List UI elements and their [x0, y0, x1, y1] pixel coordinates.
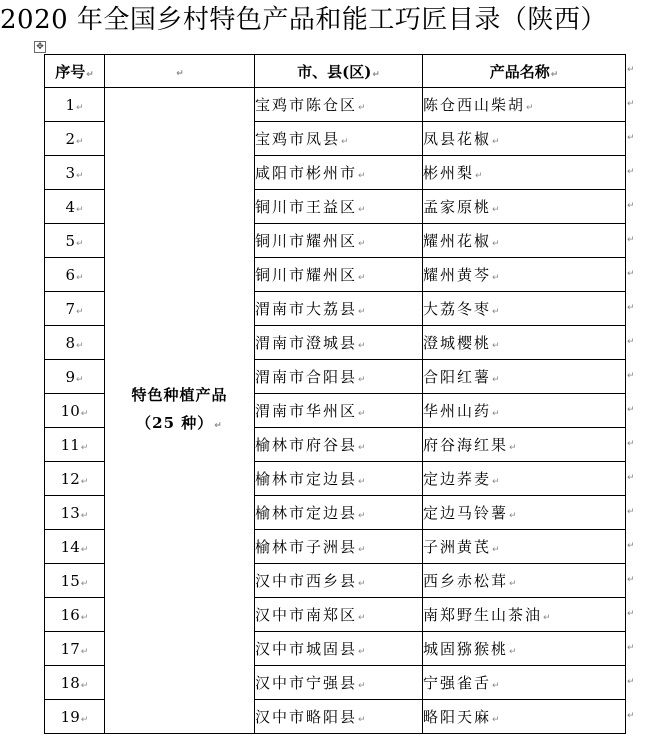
header-category: [105, 55, 255, 88]
cell-end-mark: ↵: [76, 306, 84, 317]
cell-end-mark: ↵: [80, 680, 89, 691]
row-end-mark: ↵: [627, 99, 635, 109]
cell-end-mark: ↵: [80, 442, 89, 453]
cell-product: 宁强雀舌↵: [423, 666, 626, 700]
cell-seq: 1↵: [45, 88, 105, 122]
cell-end-mark: ↵: [76, 272, 84, 283]
table-row: [45, 88, 626, 122]
cell-area: 渭南市合阳县↵: [255, 360, 423, 394]
table-header-row: [45, 55, 626, 88]
cell-end-mark: ↵: [80, 612, 89, 623]
cell-area: 汉中市略阳县↵: [255, 700, 423, 734]
cell-end-mark: ↵: [492, 477, 502, 487]
cell-area: 榆林市府谷县↵: [255, 428, 423, 462]
cell-seq: 12↵: [45, 462, 105, 496]
cell-end-mark: ↵: [358, 545, 368, 555]
cell-seq: 4↵: [45, 190, 105, 224]
cell-product: 孟家原桃↵: [423, 190, 626, 224]
cell-end-mark: ↵: [80, 476, 89, 487]
cell-seq: 17↵: [45, 632, 105, 666]
row-end-mark: ↵: [627, 337, 635, 347]
cell-seq: 2↵: [45, 122, 105, 156]
cell-product: 华州山药↵: [423, 394, 626, 428]
cell-end-mark: ↵: [358, 579, 368, 589]
header-product: 产品名称↵: [423, 55, 626, 88]
cell-seq: 7↵: [45, 292, 105, 326]
cell-end-mark: ↵: [76, 136, 84, 147]
cell-end-mark: ↵: [509, 579, 519, 589]
cell-end-mark: ↵: [526, 103, 536, 113]
cell-product: 定边马铃薯↵: [423, 496, 626, 530]
row-end-mark: ↵: [627, 711, 635, 721]
cell-area: 铜川市耀州区↵: [255, 258, 423, 292]
cell-end-mark: ↵: [550, 69, 559, 80]
cell-end-mark: ↵: [358, 681, 368, 691]
cell-end-mark: ↵: [372, 69, 380, 80]
row-end-mark: ↵: [627, 405, 635, 415]
cell-area: 渭南市华州区↵: [255, 394, 423, 428]
cell-end-mark: ↵: [214, 421, 223, 431]
cell-product: 彬州梨↵: [423, 156, 626, 190]
cell-seq: 9↵: [45, 360, 105, 394]
row-end-mark: ↵: [627, 575, 635, 585]
cell-end-mark: ↵: [80, 578, 89, 589]
cell-end-mark: ↵: [80, 714, 89, 725]
category-name: 特色种植产品: [131, 386, 228, 404]
cell-end-mark: ↵: [358, 239, 368, 249]
cell-end-mark: ↵: [475, 171, 485, 181]
cell-end-mark: ↵: [492, 341, 502, 351]
cell-end-mark: ↵: [86, 69, 94, 80]
cell-end-mark: ↵: [358, 375, 368, 385]
cell-end-mark: ↵: [492, 681, 502, 691]
cell-end-mark: ↵: [76, 204, 84, 215]
cell-product: 子洲黄芪↵: [423, 530, 626, 564]
cell-seq: 14↵: [45, 530, 105, 564]
cell-seq: 10↵: [45, 394, 105, 428]
cell-end-mark: ↵: [492, 137, 502, 147]
cell-area: 汉中市西乡县↵: [255, 564, 423, 598]
row-end-mark: ↵: [627, 507, 635, 517]
table-move-handle-icon[interactable]: ✥: [34, 41, 46, 53]
cell-end-mark: ↵: [358, 511, 368, 521]
row-end-mark: ↵: [627, 473, 635, 483]
cell-end-mark: ↵: [358, 443, 368, 453]
cell-end-mark: ↵: [76, 238, 84, 249]
cell-end-mark: ↵: [509, 511, 519, 521]
cell-end-mark: ↵: [492, 307, 502, 317]
cell-end-mark: ↵: [492, 409, 502, 419]
cell-seq: 3↵: [45, 156, 105, 190]
product-table: [44, 54, 626, 734]
cell-seq: 11↵: [45, 428, 105, 462]
cell-end-mark: ↵: [358, 273, 368, 283]
header-seq: 序号↵: [45, 55, 105, 88]
cell-seq: 19↵: [45, 700, 105, 734]
cell-end-mark: ↵: [509, 647, 519, 657]
row-end-mark: ↵: [627, 609, 635, 619]
document-title: 2020 年全国乡村特色产品和能工巧匠目录（陕西）: [0, 5, 607, 35]
row-end-mark: ↵: [627, 303, 635, 313]
cell-end-mark: ↵: [358, 647, 368, 657]
cell-category: [105, 88, 255, 734]
row-end-mark: ↵: [627, 677, 635, 687]
cell-end-mark: ↵: [358, 205, 368, 215]
cell-end-mark: ↵: [358, 307, 368, 317]
cell-product: 陈仓西山柴胡↵: [423, 88, 626, 122]
cell-end-mark: ↵: [76, 102, 84, 113]
cell-area: 渭南市大荔县↵: [255, 292, 423, 326]
cell-end-mark: ↵: [358, 477, 368, 487]
category-count: （25 种）↵: [136, 414, 223, 432]
cell-end-mark: ↵: [358, 715, 368, 725]
row-end-mark: ↵: [627, 235, 635, 245]
cell-product: 大荔冬枣↵: [423, 292, 626, 326]
cell-area: 宝鸡市凤县↵: [255, 122, 423, 156]
cell-end-mark: ↵: [492, 715, 502, 725]
cell-area: 榆林市定边县↵: [255, 462, 423, 496]
cell-area: 咸阳市彬州市↵: [255, 156, 423, 190]
cell-area: 铜川市耀州区↵: [255, 224, 423, 258]
cell-end-mark: ↵: [76, 170, 84, 181]
cell-seq: 6↵: [45, 258, 105, 292]
cell-end-mark: ↵: [358, 103, 368, 113]
cell-end-mark: ↵: [543, 613, 553, 623]
cell-end-mark: ↵: [176, 69, 184, 79]
cell-end-mark: ↵: [492, 545, 502, 555]
row-end-mark: ↵: [627, 269, 635, 279]
row-end-mark: ↵: [627, 201, 635, 211]
cell-product: 定边荞麦↵: [423, 462, 626, 496]
cell-product: 耀州黄芩↵: [423, 258, 626, 292]
cell-end-mark: ↵: [80, 510, 89, 521]
cell-area: 汉中市南郑区↵: [255, 598, 423, 632]
row-end-marks: [627, 54, 637, 733]
cell-area: 榆林市定边县↵: [255, 496, 423, 530]
cell-end-mark: ↵: [492, 239, 502, 249]
cell-end-mark: ↵: [76, 374, 84, 385]
cell-product: 耀州花椒↵: [423, 224, 626, 258]
row-end-mark: ↵: [627, 65, 635, 75]
cell-seq: 16↵: [45, 598, 105, 632]
cell-area: 榆林市子洲县↵: [255, 530, 423, 564]
cell-area: 宝鸡市陈仓区↵: [255, 88, 423, 122]
cell-seq: 15↵: [45, 564, 105, 598]
cell-end-mark: ↵: [76, 340, 84, 351]
cell-area: 汉中市宁强县↵: [255, 666, 423, 700]
cell-end-mark: ↵: [358, 341, 368, 351]
cell-end-mark: ↵: [358, 613, 368, 623]
cell-product: 略阳天麻↵: [423, 700, 626, 734]
cell-end-mark: ↵: [492, 273, 502, 283]
cell-product: 府谷海红果↵: [423, 428, 626, 462]
cell-product: 澄城樱桃↵: [423, 326, 626, 360]
cell-end-mark: ↵: [80, 408, 89, 419]
row-end-mark: ↵: [627, 439, 635, 449]
header-area: 市、县(区)↵: [255, 55, 423, 88]
cell-end-mark: ↵: [80, 646, 89, 657]
cell-seq: 18↵: [45, 666, 105, 700]
cell-product: 南郑野生山茶油↵: [423, 598, 626, 632]
cell-seq: 13↵: [45, 496, 105, 530]
cell-area: 汉中市城固县↵: [255, 632, 423, 666]
cell-end-mark: ↵: [492, 375, 502, 385]
cell-end-mark: ↵: [492, 205, 502, 215]
cell-end-mark: ↵: [80, 544, 89, 555]
cell-seq: 5↵: [45, 224, 105, 258]
cell-product: 合阳红薯↵: [423, 360, 626, 394]
cell-end-mark: ↵: [358, 409, 368, 419]
cell-seq: 8↵: [45, 326, 105, 360]
cell-product: 凤县花椒↵: [423, 122, 626, 156]
row-end-mark: ↵: [627, 371, 635, 381]
cell-area: 渭南市澄城县↵: [255, 326, 423, 360]
cell-end-mark: ↵: [509, 443, 519, 453]
cell-product: 城固猕猴桃↵: [423, 632, 626, 666]
cell-product: 西乡赤松茸↵: [423, 564, 626, 598]
row-end-mark: ↵: [627, 133, 635, 143]
cell-end-mark: ↵: [358, 171, 368, 181]
cell-end-mark: ↵: [341, 137, 351, 147]
cell-area: 铜川市王益区↵: [255, 190, 423, 224]
row-end-mark: ↵: [627, 643, 635, 653]
row-end-mark: ↵: [627, 541, 635, 551]
row-end-mark: ↵: [627, 167, 635, 177]
